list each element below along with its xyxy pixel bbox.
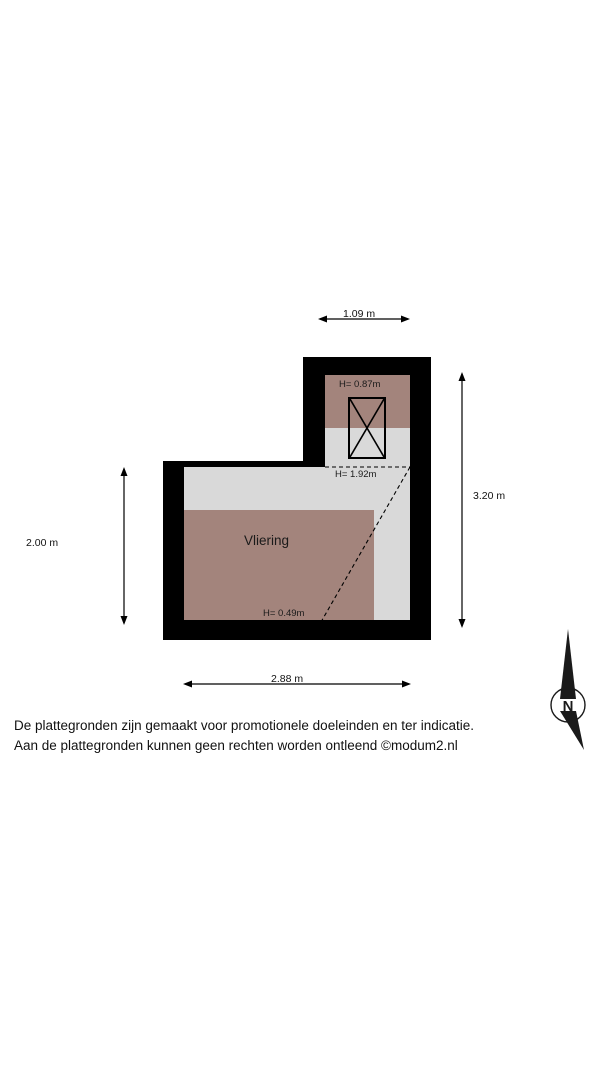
- dimension-bottom-label: 2.88 m: [271, 673, 304, 685]
- ceiling-slope-lines: [163, 357, 431, 640]
- height-label-middle: H= 1.92m: [335, 469, 377, 480]
- dimension-right: [455, 372, 506, 628]
- dimension-left-label: 2.00 m: [26, 537, 59, 549]
- dimension-top: [318, 308, 410, 326]
- svg-text:N: N: [562, 698, 574, 715]
- disclaimer-line-1: De plattegronden zijn gemaakt voor promotionele doeleinden en ter indicatie.: [14, 718, 475, 733]
- dimension-top-label: 1.09 m: [343, 308, 376, 320]
- dimension-bottom: [183, 673, 411, 691]
- dimension-right-label: 3.20 m: [473, 490, 506, 502]
- room-label-vliering: Vliering: [244, 533, 290, 548]
- height-label-upper: H= 0.87m: [339, 379, 381, 390]
- disclaimer-line-2: Aan de plattegronden kunnen geen rechten worden ontleend ©modum2.nl: [14, 738, 458, 753]
- dimension-left: [26, 467, 131, 625]
- disclaimer-text: [14, 716, 594, 756]
- floor-plan-drawing: [163, 357, 431, 640]
- height-label-lower: H= 0.49m: [263, 608, 305, 619]
